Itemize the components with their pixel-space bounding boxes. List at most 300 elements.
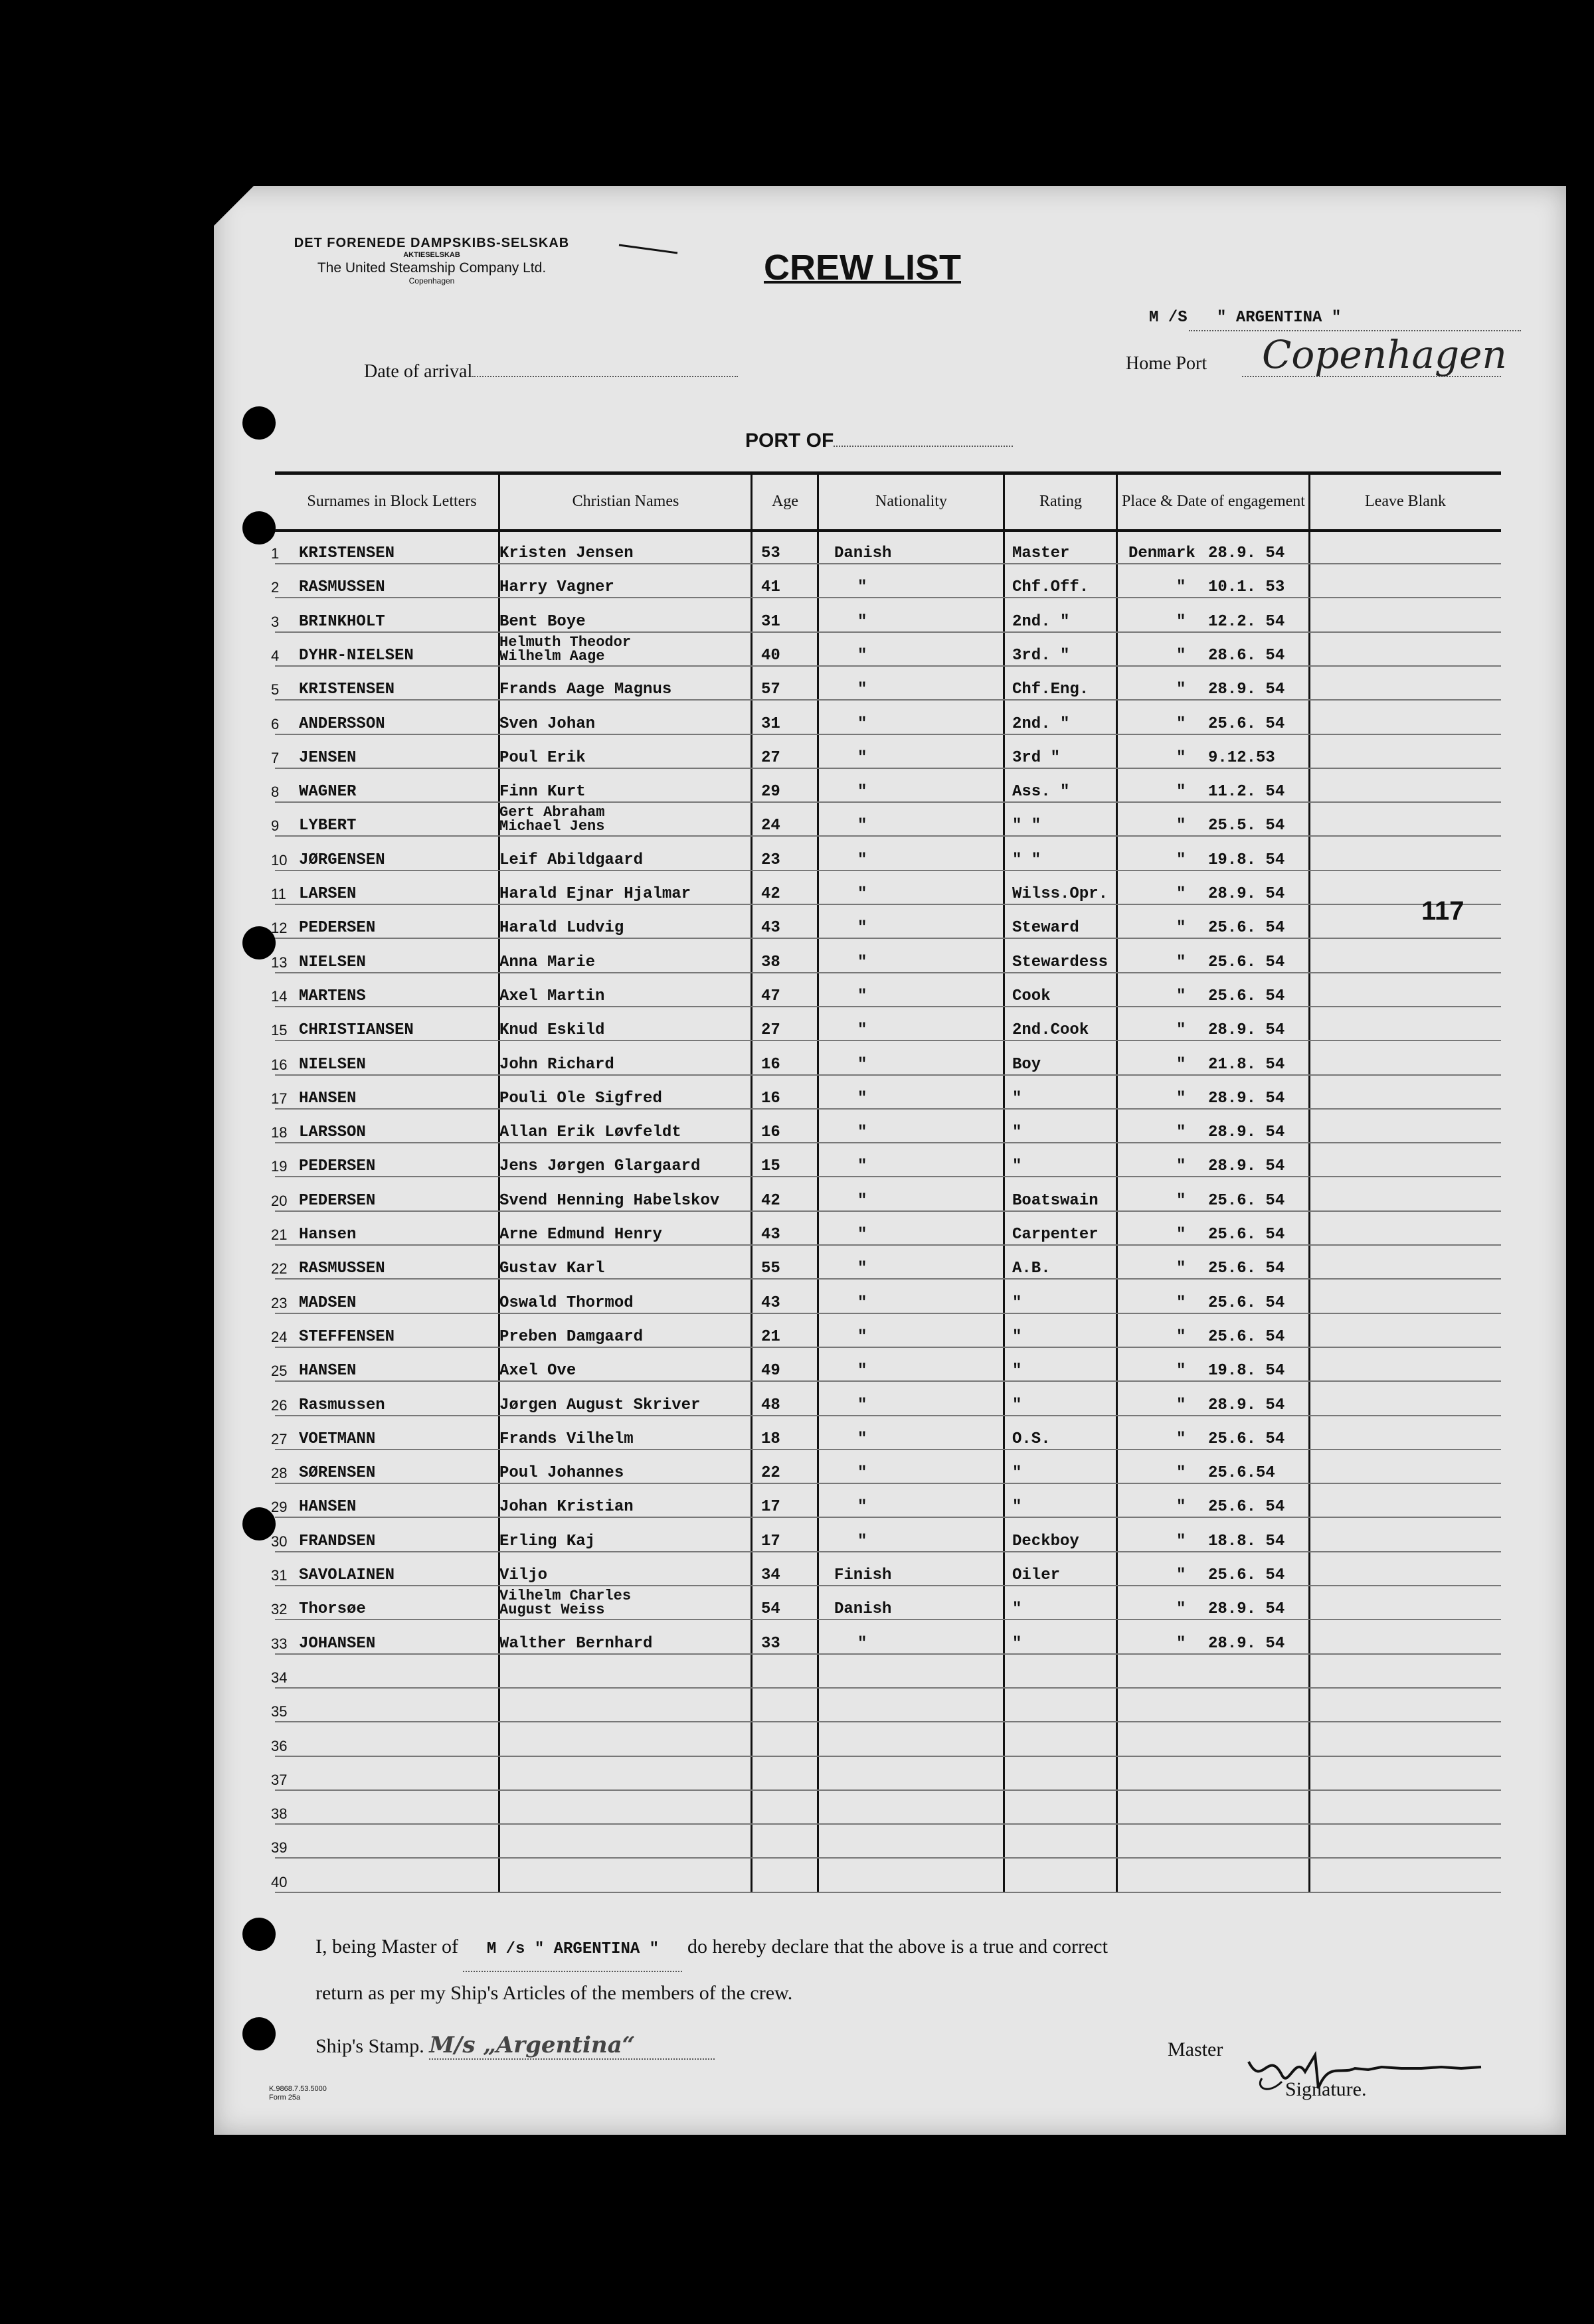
table-row [271,1381,1501,1416]
rating-cell: " " [1012,851,1041,869]
christian-name-cell: Frands Vilhelm [499,1430,634,1448]
punch-hole [242,2017,276,2050]
rating-cell: Master [1012,544,1070,562]
place-cell: " [1176,578,1186,597]
nationality-cell: " [857,851,867,869]
christian-name-cell: Erling Kaj [499,1532,596,1550]
age-cell: 16 [761,1089,780,1108]
surname-cell: Rasmussen [299,1396,385,1414]
age-cell: 16 [761,1055,780,1074]
date-cell: 28.9. 54 [1208,544,1285,562]
surname-cell: WAGNER [299,783,357,801]
company-english: The United Steamship Company Ltd. [317,260,547,276]
christian-name-cell: John Richard [499,1055,614,1074]
age-cell: 43 [761,919,780,938]
date-cell: 28.9. 54 [1208,1123,1285,1142]
date-cell: 25.6. 54 [1208,1260,1285,1278]
date-cell: 25.6. 54 [1208,1430,1285,1448]
date-cell: 28.9. 54 [1208,1157,1285,1176]
home-port-label: Home Port [1126,353,1207,374]
table-row [271,1244,1501,1280]
date-cell: 11.2. 54 [1208,783,1285,801]
date-cell: 25.5. 54 [1208,817,1285,835]
surname-cell: KRISTENSEN [299,544,395,562]
table-row [271,631,1501,667]
row-number: 39 [271,1839,288,1857]
age-cell: 34 [761,1566,780,1584]
nationality-cell: " [857,1396,867,1414]
rating-cell: " " [1012,817,1041,835]
age-cell: 47 [761,987,780,1005]
table-row [271,1210,1501,1246]
surname-cell: SAVOLAINEN [299,1566,395,1584]
age-cell: 29 [761,783,780,801]
surname-cell: MADSEN [299,1293,357,1312]
date-cell: 28.9. 54 [1208,1021,1285,1040]
christian-name-cell: Oswald Thormod [499,1293,634,1312]
table-row [271,904,1501,939]
surname-cell: RASMUSSEN [299,578,385,597]
date-cell: 28.9. 54 [1208,1600,1285,1619]
surname-cell: PEDERSEN [299,919,376,938]
date-cell: 28.9. 54 [1208,681,1285,699]
rating-cell: " [1012,1089,1022,1108]
port-of-field [834,428,1013,447]
date-cell: 19.8. 54 [1208,851,1285,869]
date-cell: 25.6. 54 [1208,1327,1285,1346]
rating-cell: " [1012,1327,1022,1346]
row-number: 36 [271,1737,288,1754]
table-row [271,1006,1501,1041]
christian-name-cell: Poul Erik [499,748,586,767]
table-row [271,1585,1501,1620]
punch-hole [242,406,276,440]
table-row [271,1074,1501,1110]
rating-cell: Steward [1012,919,1079,938]
rating-cell: 3rd " [1012,748,1061,767]
nationality-cell: " [857,612,867,631]
table-row [271,1789,1501,1825]
vessel-underline [1189,330,1521,331]
table-row [271,1653,1501,1689]
place-cell: " [1176,1532,1186,1550]
age-cell: 42 [761,885,780,903]
place-cell: " [1176,885,1186,903]
header-nationality: Nationality [875,493,947,510]
place-cell: " [1176,783,1186,801]
date-cell: 25.6. 54 [1208,1566,1285,1584]
age-cell: 18 [761,1430,780,1448]
christian-name-cell: Axel Martin [499,987,605,1005]
signature-label: Signature. [1285,2078,1367,2100]
nationality-cell: Finish [834,1566,892,1584]
declaration-vessel: M /s " ARGENTINA " [486,1940,660,1958]
place-cell: " [1176,1055,1186,1074]
date-cell: 9.12.53 [1208,748,1275,767]
table-row [271,1040,1501,1076]
table-row [271,1347,1501,1382]
table-row [271,700,1501,735]
rating-cell: Oiler [1012,1566,1061,1584]
rating-cell: Wilss.Opr. [1012,885,1108,903]
rating-cell: " [1012,1293,1022,1312]
row-number: 30 [271,1533,288,1550]
surname-cell: MARTENS [299,987,366,1005]
age-cell: 15 [761,1157,780,1176]
form-number: K.9868.7.53.5000 Form 25a [269,2085,327,2102]
nationality-cell: " [857,1089,867,1108]
age-cell: 49 [761,1362,780,1380]
row-number: 19 [271,1158,288,1175]
date-cell: 28.9. 54 [1208,1634,1285,1653]
vessel-line [1149,309,1341,327]
row-number: 1 [271,545,280,562]
christian-name-cell: Gert Abraham Michael Jens [499,804,605,835]
port-of-label: PORT OF [745,430,834,452]
place-cell: " [1176,1191,1186,1210]
nationality-cell: " [857,681,867,699]
rating-cell: A.B. [1012,1260,1051,1278]
age-cell: 40 [761,646,780,665]
vessel-prefix: M /S [1149,309,1188,327]
christian-name-cell: Preben Damgaard [499,1327,644,1346]
header-age: Age [772,493,798,510]
surname-cell: LYBERT [299,817,357,835]
place-cell: " [1176,1464,1186,1483]
surname-cell: LARSEN [299,885,357,903]
surname-cell: JENSEN [299,748,357,767]
age-cell: 27 [761,1021,780,1040]
nationality-cell: " [857,1191,867,1210]
header-christian-names: Christian Names [572,493,679,510]
declaration-vessel-field [463,1926,682,1972]
table-row [271,1517,1501,1552]
place-cell: " [1176,851,1186,869]
place-cell: " [1176,1566,1186,1584]
table-row [271,529,1501,564]
date-cell: 25.6. 54 [1208,1293,1285,1312]
row-number: 40 [271,1873,288,1890]
christian-name-cell: Svend Henning Habelskov [499,1191,720,1210]
age-cell: 53 [761,544,780,562]
table-row [271,768,1501,803]
ships-stamp [315,2032,715,2060]
age-cell: 55 [761,1260,780,1278]
age-cell: 33 [761,1634,780,1653]
company-header [266,236,598,286]
home-port-underline [1242,376,1501,377]
table-row [271,1142,1501,1177]
christian-name-cell: Jens Jørgen Glargaard [499,1157,701,1176]
vessel-name: " ARGENTINA " [1217,309,1342,327]
age-cell: 48 [761,1396,780,1414]
nationality-cell: Danish [834,1600,892,1619]
christian-name-cell: Knud Eskild [499,1021,605,1040]
rating-cell: " [1012,1396,1022,1414]
date-cell: 21.8. 54 [1208,1055,1285,1074]
nationality-cell: " [857,919,867,938]
date-cell: 25.6. 54 [1208,919,1285,938]
surname-cell: DYHR-NIELSEN [299,646,414,665]
row-number: 12 [271,920,288,937]
surname-cell: Thorsøe [299,1600,366,1619]
table-row [271,1177,1501,1212]
nationality-cell: " [857,1021,867,1040]
declaration-part1: I, being Master of [315,1936,458,1957]
age-cell: 21 [761,1327,780,1346]
row-number: 28 [271,1465,288,1482]
master-signature [1242,2048,1494,2095]
table-row [271,1449,1501,1484]
page-title: CREW LIST [764,248,961,288]
rating-cell: Boy [1012,1055,1041,1074]
master-label: Master [1168,2038,1223,2060]
place-cell: " [1176,1362,1186,1380]
place-cell: " [1176,681,1186,699]
nationality-cell: " [857,1498,867,1517]
table-row [271,1279,1501,1314]
table-row [271,598,1501,633]
rating-cell: 3rd. " [1012,646,1070,665]
row-number: 25 [271,1363,288,1380]
christian-name-cell: Harald Ludvig [499,919,624,938]
punch-hole [242,1918,276,1951]
christian-name-cell: Poul Johannes [499,1464,624,1483]
surname-cell: VOETMANN [299,1430,376,1448]
christian-name-cell: Leif Abildgaard [499,851,644,869]
header-leave-blank: Leave Blank [1365,493,1446,510]
table-row [271,836,1501,871]
place-cell: " [1176,1157,1186,1176]
age-cell: 38 [761,953,780,971]
table-row [271,1756,1501,1791]
age-cell: 43 [761,1226,780,1244]
table-row [271,1722,1501,1757]
surname-cell: HANSEN [299,1498,357,1517]
place-cell: " [1176,1600,1186,1619]
christian-name-cell: Bent Boye [499,612,586,631]
place-cell: " [1176,646,1186,665]
age-cell: 43 [761,1293,780,1312]
surname-cell: STEFFENSEN [299,1327,395,1346]
date-of-arrival [364,359,738,382]
table-row [271,1687,1501,1722]
pen-stroke [618,242,681,256]
nationality-cell: " [857,1123,867,1142]
age-cell: 31 [761,714,780,733]
row-number: 22 [271,1260,288,1278]
date-cell: 25.6. 54 [1208,987,1285,1005]
row-number: 17 [271,1090,288,1107]
row-number: 9 [271,817,280,835]
row-number: 18 [271,1124,288,1141]
nationality-cell: " [857,953,867,971]
surname-cell: RASMUSSEN [299,1260,385,1278]
place-cell: " [1176,1396,1186,1414]
christian-name-cell: Sven Johan [499,714,596,733]
date-of-arrival-label: Date of arrival [364,361,473,382]
christian-name-cell: Jørgen August Skriver [499,1396,701,1414]
nationality-cell: " [857,714,867,733]
rating-cell: Chf.Eng. [1012,681,1089,699]
date-cell: 25.6. 54 [1208,1191,1285,1210]
nationality-cell: " [857,1464,867,1483]
nationality-cell: " [857,646,867,665]
home-port-handwritten: Copenhagen [1262,332,1507,377]
place-cell: " [1176,1430,1186,1448]
surname-cell: HANSEN [299,1089,357,1108]
age-cell: 57 [761,681,780,699]
rating-cell: Cook [1012,987,1051,1005]
date-cell: 19.8. 54 [1208,1362,1285,1380]
age-cell: 31 [761,612,780,631]
rating-cell: Chf.Off. [1012,578,1089,597]
row-number: 26 [271,1396,288,1414]
row-number: 10 [271,851,288,869]
row-number: 29 [271,1499,288,1516]
date-cell: 28.9. 54 [1208,1396,1285,1414]
nationality-cell: " [857,987,867,1005]
christian-name-cell: Johan Kristian [499,1498,634,1517]
place-cell: " [1176,987,1186,1005]
age-cell: 17 [761,1498,780,1517]
table-row [271,801,1501,837]
table-row [271,870,1501,905]
table-row [271,1313,1501,1348]
header-rating: Rating [1039,493,1082,510]
rating-cell: Carpenter [1012,1226,1099,1244]
christian-name-cell: Helmuth Theodor Wilhelm Aage [499,633,632,665]
table-row [271,1415,1501,1450]
date-cell: 25.6. 54 [1208,953,1285,971]
christian-name-cell: Vilhelm Charles August Weiss [499,1588,632,1619]
place-cell: " [1176,1498,1186,1517]
surname-cell: HANSEN [299,1362,357,1380]
nationality-cell: " [857,1055,867,1074]
row-number: 37 [271,1771,288,1788]
place-cell: " [1176,1260,1186,1278]
place-cell: " [1176,953,1186,971]
place-cell: " [1176,1021,1186,1040]
date-cell: 28.9. 54 [1208,885,1285,903]
row-number: 27 [271,1430,288,1448]
nationality-cell: " [857,1430,867,1448]
date-cell: 25.6. 54 [1208,714,1285,733]
christian-name-cell: Harry Vagner [499,578,614,597]
place-cell: " [1176,1327,1186,1346]
nationality-cell: " [857,1532,867,1550]
row-number: 3 [271,613,280,630]
place-cell: " [1176,1123,1186,1142]
surname-cell: SØRENSEN [299,1464,376,1483]
row-number: 16 [271,1056,288,1073]
surname-cell: BRINKHOLT [299,612,385,631]
row-number: 38 [271,1805,288,1823]
date-cell: 18.8. 54 [1208,1532,1285,1550]
surname-cell: FRANDSEN [299,1532,376,1550]
company-sub: AKTIESELSKAB [403,251,460,259]
rating-cell: 2nd. " [1012,714,1070,733]
row-number: 33 [271,1635,288,1652]
rating-cell: 2nd. " [1012,612,1070,631]
row-number: 24 [271,1328,288,1345]
christian-name-cell: Axel Ove [499,1362,576,1380]
place-cell: " [1176,919,1186,938]
christian-name-cell: Allan Erik Løvfeldt [499,1123,681,1142]
row-number: 4 [271,647,280,664]
nationality-cell: " [857,817,867,835]
row-number: 15 [271,1022,288,1039]
table-row [271,1619,1501,1655]
christian-name-cell: Frands Aage Magnus [499,681,672,699]
age-cell: 17 [761,1532,780,1550]
table-row [271,1858,1501,1893]
rating-cell: " [1012,1634,1022,1653]
surname-cell: NIELSEN [299,1055,366,1074]
ships-stamp-value: M/s „Argentina“ [429,2032,715,2060]
surname-cell: NIELSEN [299,953,366,971]
nationality-cell: " [857,1362,867,1380]
date-cell: 25.6.54 [1208,1464,1275,1483]
nationality-cell: " [857,578,867,597]
port-of [745,428,1013,452]
table-row [271,938,1501,973]
surname-cell: PEDERSEN [299,1157,376,1176]
row-number: 34 [271,1669,288,1686]
age-cell: 22 [761,1464,780,1483]
surname-cell: PEDERSEN [299,1191,376,1210]
company-name: DET FORENEDE DAMPSKIBS-SELSKAB [294,236,570,250]
row-number: 31 [271,1567,288,1584]
christian-name-cell: Gustav Karl [499,1260,605,1278]
header-surnames: Surnames in Block Letters [307,493,477,510]
christian-name-cell: Pouli Ole Sigfred [499,1089,662,1108]
table-row [271,972,1501,1007]
nationality-cell: " [857,1293,867,1312]
row-number: 32 [271,1601,288,1618]
surname-cell: ANDERSSON [299,714,385,733]
table-row [271,665,1501,701]
surname-cell: JOHANSEN [299,1634,376,1653]
place-cell: " [1176,1293,1186,1312]
date-cell: 25.6. 54 [1208,1226,1285,1244]
row-number: 35 [271,1703,288,1720]
place-cell: " [1176,1089,1186,1108]
row-number: 13 [271,954,288,971]
row-number: 23 [271,1294,288,1311]
company-city: Copenhagen [408,276,455,286]
age-cell: 42 [761,1191,780,1210]
surname-cell: JØRGENSEN [299,851,385,869]
table-row [271,1108,1501,1143]
nationality-cell: " [857,748,867,767]
nationality-cell: Danish [834,544,892,562]
christian-name-cell: Harald Ejnar Hjalmar [499,885,691,903]
date-cell: 25.6. 54 [1208,1498,1285,1517]
rating-cell: " [1012,1600,1022,1619]
place-cell: " [1176,612,1186,631]
nationality-cell: " [857,1226,867,1244]
place-cell: Denmark [1128,544,1196,562]
declaration-part2: do hereby declare that the above is a true and correct [687,1936,1108,1957]
row-number: 21 [271,1226,288,1243]
christian-name-cell: Viljo [499,1566,548,1584]
ships-stamp-label: Ship's Stamp. [315,2035,424,2057]
surname-cell: Hansen [299,1226,357,1244]
row-number: 6 [271,715,280,732]
rating-cell: Deckboy [1012,1532,1079,1550]
age-cell: 54 [761,1600,780,1619]
